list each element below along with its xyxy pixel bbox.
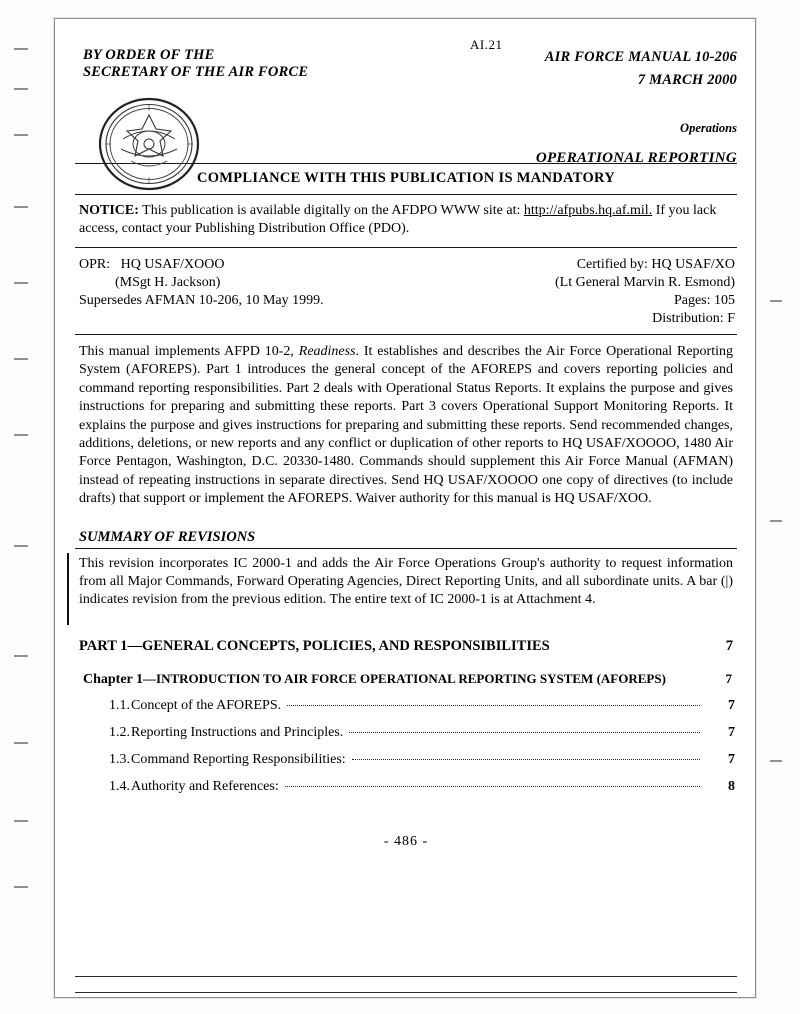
opr-certification-block (75, 248, 737, 334)
compliance-statement: COMPLIANCE WITH THIS PUBLICATION IS MANDATORY (196, 170, 616, 186)
document-sheet (54, 18, 756, 998)
toc-entry[interactable] (79, 746, 735, 773)
toc-entry-label: Command Reporting Responsibilities: (131, 751, 346, 767)
toc-chapter-heading[interactable] (79, 657, 735, 692)
toc-chapter-line (83, 671, 666, 688)
revision-paragraph: This revision incorporates IC 2000-1 and adds the Air Force Operations Group's authority to request information from all Major Commands, Forward Operating Agencies, Direct Reporting Units, and all subordinate units. A bar (|) indicates revision from the previous edition. The entire text of IC 2000-1 is at Attachment 4. (79, 555, 733, 608)
toc-entry-number: 1.4. (109, 778, 130, 794)
toc-entry-label: Reporting Instructions and Principles. (131, 724, 344, 740)
toc-entry-number: 1.3. (109, 751, 130, 767)
notice-text-1: This publication is available digitally on the AFDPO WWW site at: (142, 203, 521, 218)
manual-number: AIR FORCE MANUAL 10-206 (544, 49, 737, 65)
certifying-official: (Lt General Marvin R. Esmond) (554, 275, 735, 290)
toc-part-heading[interactable] (79, 628, 735, 657)
manual-date: 7 MARCH 2000 (637, 72, 737, 88)
by-order-line-1: BY ORDER OF THE (83, 47, 215, 63)
opr-label: OPR: (79, 257, 111, 272)
opr-value: HQ USAF/XOOO (120, 257, 225, 272)
summary-of-revisions-heading: SUMMARY OF REVISIONS (79, 528, 256, 545)
opr-line (79, 256, 324, 274)
opr-left-column (79, 256, 324, 310)
toc-entry-label: Concept of the AFOREPS. (131, 697, 282, 713)
toc-entry[interactable] (79, 719, 735, 746)
revision-change-bar (67, 553, 69, 625)
footer-rule-bottom (75, 992, 737, 993)
certified-by: Certified by: HQ USAF/XO (576, 257, 735, 272)
toc-chapter-label: —INTRODUCTION TO AIR FORCE OPERATIONAL REPORTING SYSTEM (AFOREPS) (143, 670, 666, 686)
distribution: Distribution: F (652, 311, 735, 326)
notice-block (75, 195, 737, 247)
toc-entry-page: 7 (728, 751, 735, 767)
by-order-block (83, 47, 308, 81)
supersedes-line: Supersedes AFMAN 10-206, 10 May 1999. (79, 293, 324, 308)
implementation-paragraph: This manual implements AFPD 10-2, Readiness. It establishes and describes the Air Force Operational Reporting System (AFOREPS). Part 1 introduces the general concept of the AFOREPS and covers reporting policies and command reporting responsibilities. Part 2 deals with Operational Status Reports. It explains the purpose and gives instructions for preparing and submitting these reports. Part 3 covers Operational Support Monitoring Reports. It explains the purpose and gives instructions for preparing and submitting these reports. Send recommended changes, additions, deletions, or new reports and any conflict or duplication of other reports to HQ USAF/XOOOO, 1480 Air Force Pentagon, Washington, D.C. 20330-1480. Commands should supplement this Air Force Manual (AFMAN) instead of repeating instructions in separate directives. Send HQ USAF/XOOOO one copy of directives (to include drafts) that support or implement the AFOREPS. Waiver authority for this manual is HQ USAF/XOO. (79, 344, 733, 507)
toc-part-label: PART 1—GENERAL CONCEPTS, POLICIES, AND RESPONSIBILITIES (79, 637, 550, 654)
toc-entry[interactable] (79, 773, 735, 800)
footer-rule-top (75, 976, 737, 977)
toc-entry-page: 8 (728, 778, 735, 794)
toc-chapter-prefix: Chapter 1 (83, 671, 144, 687)
toc-entry-number: 1.2. (109, 724, 130, 740)
air-force-seal-icon (97, 95, 201, 193)
certification-column (555, 256, 735, 328)
afdpo-url-link[interactable]: http://afpubs.hq.af.mil. (523, 203, 653, 218)
toc-entry-label: Authority and References: (131, 778, 279, 794)
opr-person: (MSgt H. Jackson) (115, 275, 221, 290)
revision-block (75, 549, 737, 620)
toc-entry-page: 7 (728, 697, 735, 713)
toc-leader-dots (285, 786, 700, 787)
toc-leader-dots (352, 759, 700, 760)
table-of-contents (75, 620, 737, 800)
publication-category: Operations (680, 121, 737, 135)
toc-leader-dots (349, 732, 700, 733)
document-header (75, 33, 737, 166)
toc-leader-dots (287, 705, 700, 706)
toc-entry-page: 7 (728, 724, 735, 740)
publication-title: OPERATIONAL REPORTING (535, 150, 737, 166)
toc-part-page: 7 (725, 637, 733, 654)
by-order-line-2: SECRETARY OF THE AIR FORCE (83, 64, 309, 80)
manual-identification (545, 47, 737, 90)
page-number-footer: - 486 - (383, 833, 429, 849)
corner-code: AI.21 (470, 37, 503, 52)
toc-entry-number: 1.1. (109, 697, 130, 713)
document-content (75, 33, 737, 850)
notice-label: NOTICE: (79, 203, 139, 218)
cited-directive: Readiness (298, 344, 356, 359)
toc-entry[interactable] (79, 692, 735, 719)
notice-text-2: If you lack access, contact your Publishing Distribution Office (PDO). (79, 203, 717, 236)
toc-chapter-page: 7 (725, 670, 732, 686)
pages-count: Pages: 105 (673, 293, 735, 308)
